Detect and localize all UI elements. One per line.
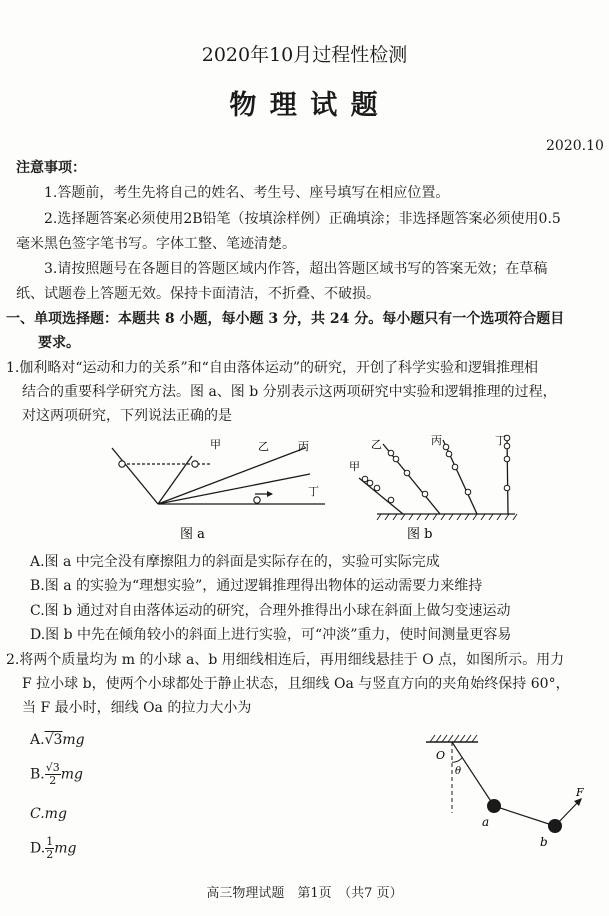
ball-icon	[119, 461, 125, 467]
fig-a-caption: 图 a	[180, 527, 205, 542]
figure-q2-pendulum	[410, 728, 600, 858]
label-theta: θ	[455, 766, 462, 777]
page-footer: 高三物理试题 第1页 （共7 页）	[206, 886, 403, 901]
q2-stem-line3: 当 F 最小时，细线 Oa 的拉力大小为	[22, 700, 252, 716]
q2-option-d	[30, 836, 76, 861]
q2-option-b-suffix: mg	[60, 766, 84, 783]
fig-a-label-ding: 丁	[308, 485, 319, 498]
q2-option-d-den: 2	[46, 848, 54, 861]
label-a: a	[482, 815, 490, 829]
notice-item-1: 1.答题前，考生先将自己的姓名、考生号、座号填写在相应位置。	[44, 185, 450, 201]
q1-option-c: C.图 b 通过对自由落体运动的研究，合理外推得出小球在斜面上做匀变速运动	[30, 603, 511, 619]
figure-b	[345, 428, 535, 548]
ball-a-icon	[487, 799, 501, 813]
q1-stem-line3: 对这两项研究，下列说法正确的是	[22, 408, 232, 424]
fig-a-label-yi: 乙	[258, 440, 269, 453]
q2-option-b-prefix: B.	[30, 766, 45, 783]
q2-stem-line1: 2.将两个质量均为 m 的小球 a、b 用细线相连后，再用细线悬挂于 O 点，如图所示。用力	[6, 652, 565, 668]
q1-option-d: D.图 b 中先在倾角较小的斜面上进行实验，可“冲淡”重力，使时间测量更容易	[30, 627, 512, 643]
label-b: b	[540, 835, 548, 849]
fig-b-caption: 图 b	[407, 527, 433, 542]
section-1-heading: 一、单项选择题：本题共 8 小题，每小题 3 分，共 24 分。每小题只有一个选项符合题目	[6, 311, 565, 327]
q2-option-c: C.mg	[30, 806, 67, 822]
fig-b-label-bing: 丙	[431, 434, 442, 447]
q2-option-d-num: 1	[46, 835, 54, 848]
label-o: O	[436, 749, 446, 762]
ball-icon	[192, 461, 198, 467]
exam-title: 2020年10月过程性检测	[201, 44, 408, 66]
q2-option-a	[30, 731, 85, 749]
q2-option-d-fraction	[45, 836, 54, 861]
notice-item-3-line1: 3.请按照题号在各题目的答题区域内作答，超出答题区域书写的答案无效；在草稿	[44, 261, 548, 277]
q2-option-a-prefix: A.	[30, 732, 45, 748]
q1-stem-line1: 1.伽利略对“运动和力的关系”和“自由落体运动”的研究，开创了科学实验和逻辑推理相	[6, 360, 538, 376]
q1-option-b: B.图 a 的实验为“理想实验”，通过逻辑推理得出物体的运动需要力来维持	[30, 578, 483, 594]
q1-stem-line2: 结合的重要科学研究方法。图 a、图 b 分别表示这两项研究中实验和逻辑推理的过程，	[22, 384, 557, 400]
fig-a-label-bing: 丙	[298, 440, 309, 453]
q2-option-a-root: √3	[44, 732, 63, 748]
fig-b-label-ding: 丁	[495, 434, 506, 447]
q1-option-a: A.图 a 中完全没有摩擦阻力的斜面是实际存在的，实验可实际完成	[30, 554, 440, 570]
figure-a	[100, 428, 340, 548]
fig-b-label-yi: 乙	[371, 438, 382, 451]
ball-icon	[254, 497, 260, 503]
q2-option-a-suffix: mg	[62, 732, 85, 748]
exam-date: 2020.10	[546, 138, 604, 154]
q2-option-b	[30, 762, 83, 787]
q2-option-b-fraction	[45, 762, 61, 787]
q2-option-b-num: √3	[45, 761, 60, 774]
notice-heading: 注意事项：	[16, 160, 86, 176]
label-f: F	[576, 786, 584, 799]
fig-a-label-jia: 甲	[210, 438, 221, 451]
ball-b-icon	[548, 819, 562, 833]
notice-item-3-line2: 纸、试题卷上答题无效。保持卡面清洁，不折叠、不破损。	[16, 286, 380, 302]
subject-title: 物 理 试 题	[229, 90, 380, 121]
q2-option-b-den: 2	[49, 774, 57, 787]
q2-stem-line2: F 拉小球 b，使两个小球都处于静止状态，且细线 Oa 与竖直方向的夹角始终保持 60°，	[22, 676, 570, 692]
q2-option-d-prefix: D.	[30, 840, 46, 857]
notice-item-2-line2: 毫米黑色签字笔书写。字体工整、笔迹清楚。	[16, 236, 296, 252]
notice-item-2-line1: 2.选择题答案必须使用2B铅笔（按填涂样例）正确填涂；非选择题答案必须使用0.5	[44, 211, 561, 227]
fig-b-label-jia: 甲	[349, 460, 360, 473]
q2-option-d-suffix: mg	[54, 840, 77, 857]
section-1-heading-cont: 要求。	[38, 335, 80, 351]
